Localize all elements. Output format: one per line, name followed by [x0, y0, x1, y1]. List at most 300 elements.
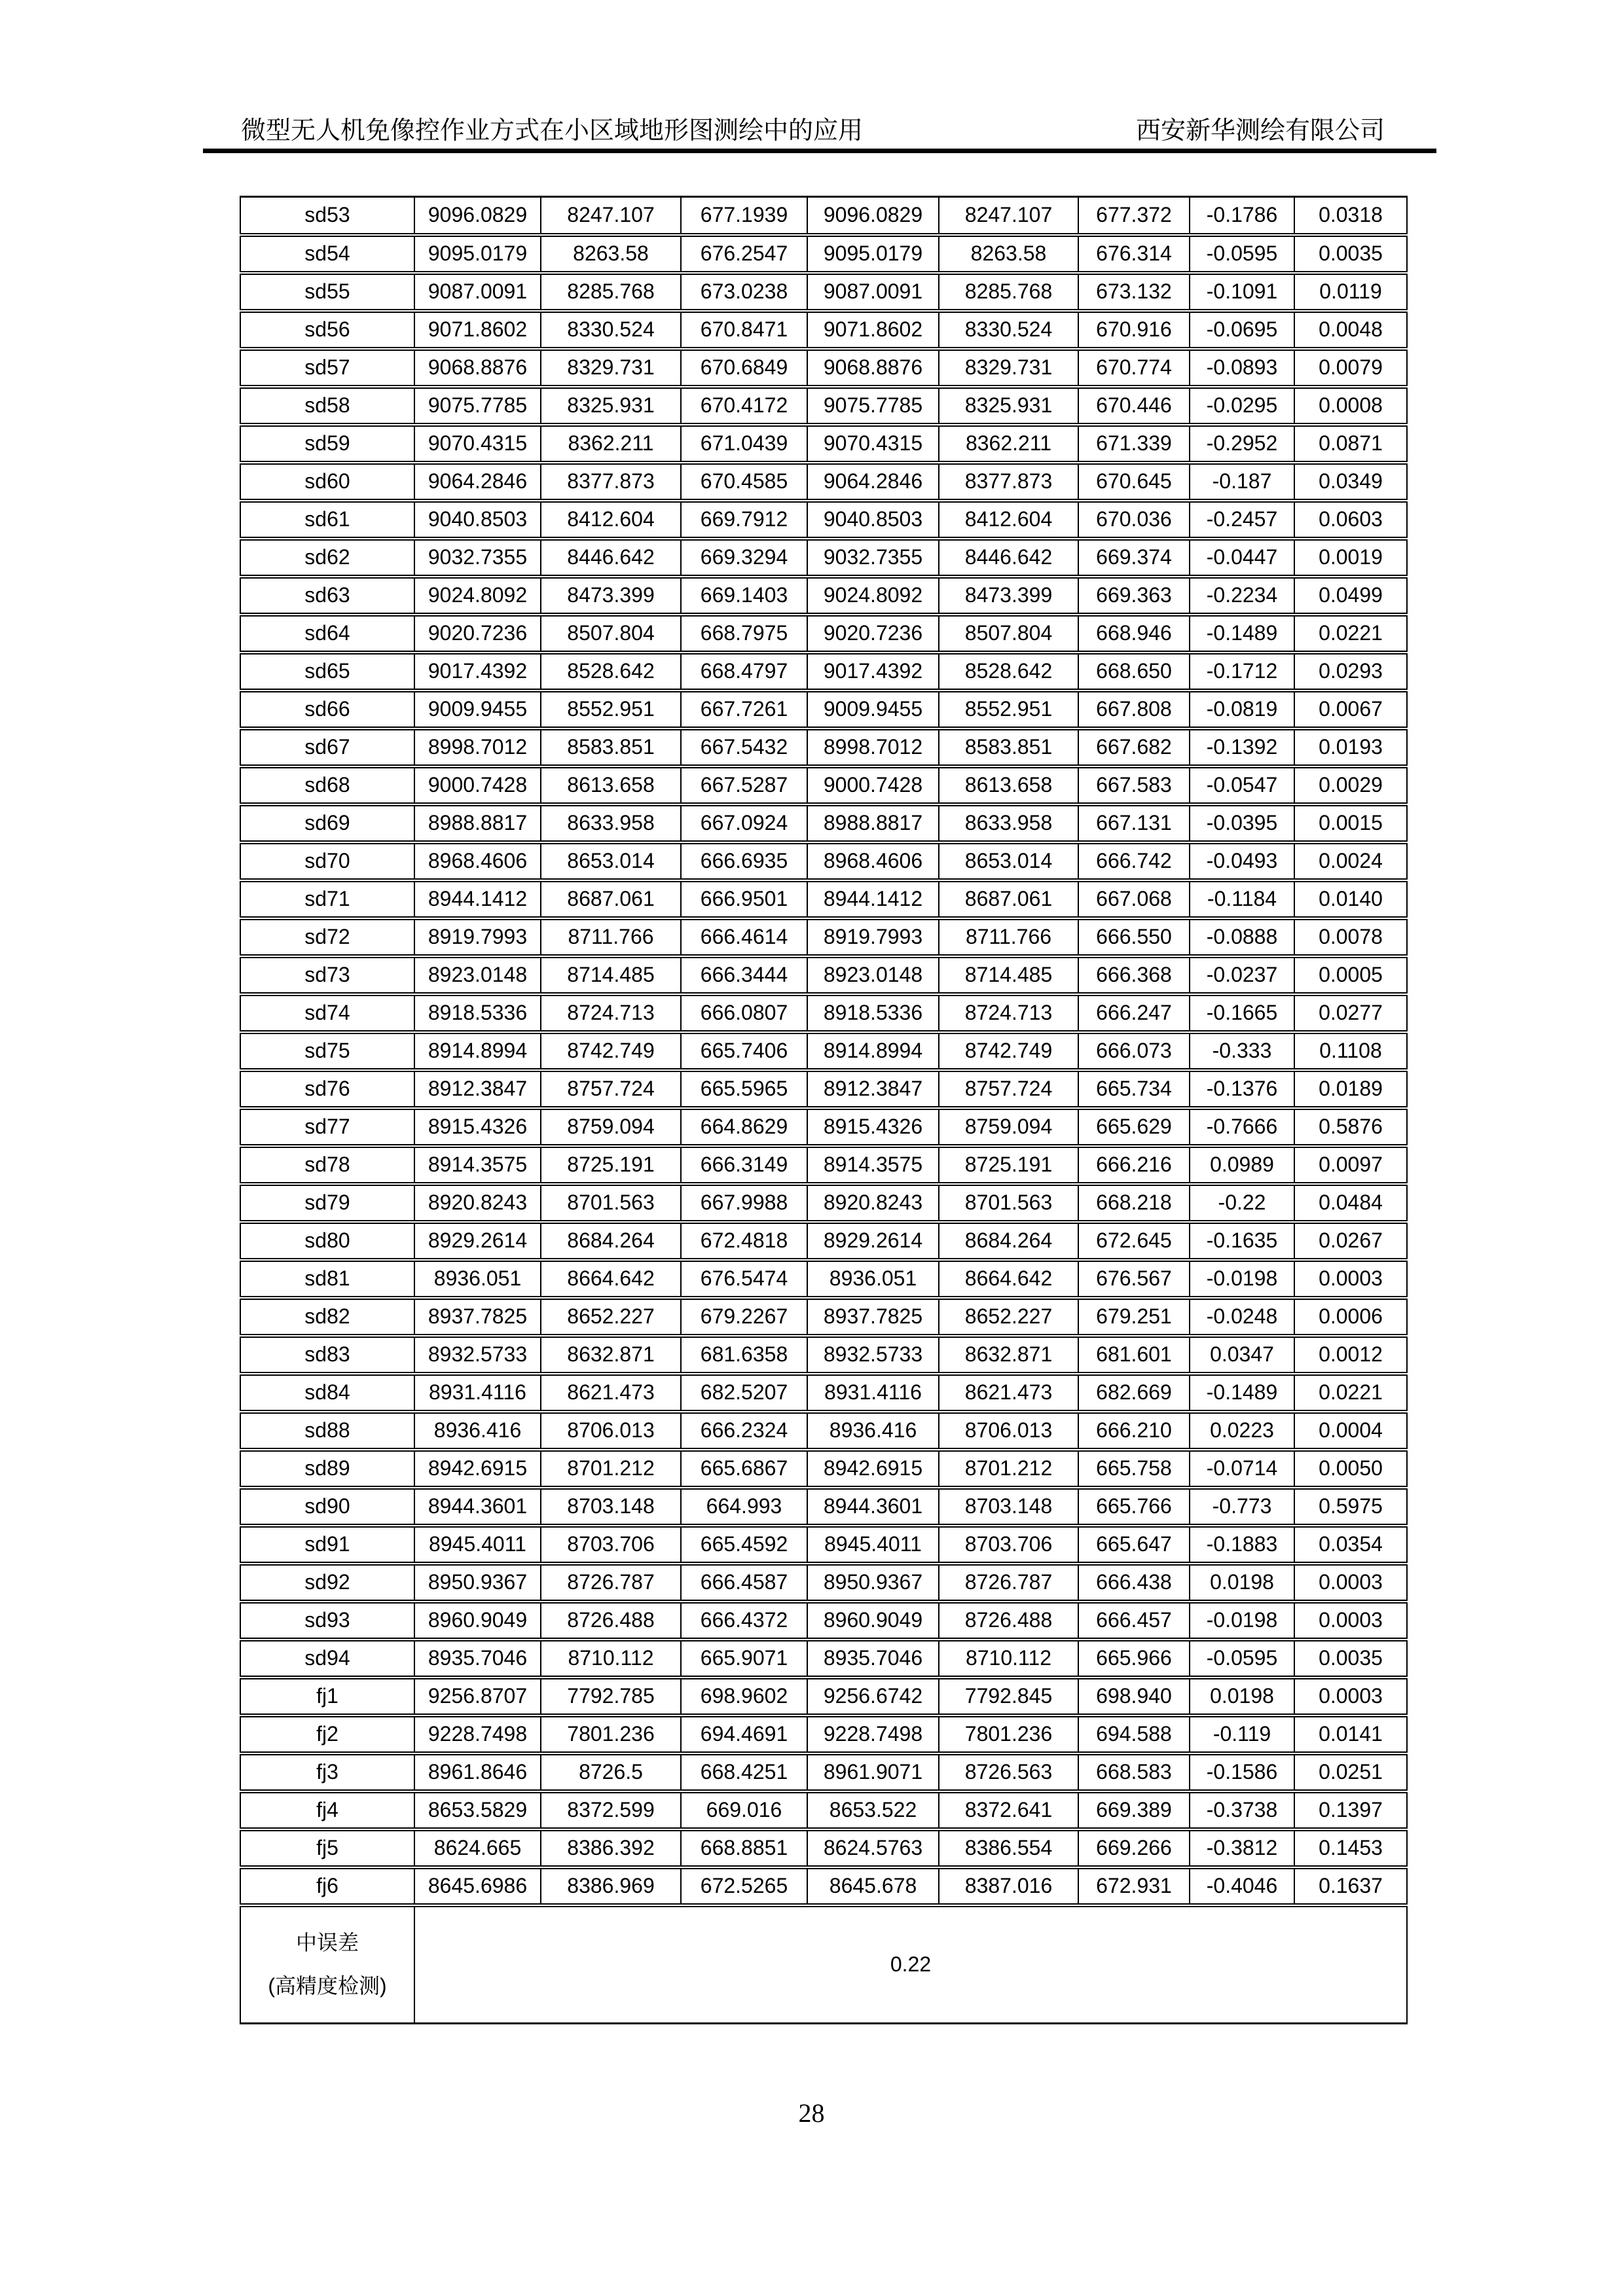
value-cell: -0.0893: [1190, 349, 1294, 387]
point-id-cell: sd78: [240, 1146, 414, 1184]
value-cell: 8633.958: [541, 804, 681, 842]
value-cell: 670.8471: [681, 311, 807, 349]
value-cell: 677.1939: [681, 197, 807, 235]
value-cell: 8247.107: [939, 197, 1078, 235]
value-cell: 0.0318: [1294, 197, 1407, 235]
point-id-cell: sd89: [240, 1450, 414, 1488]
value-cell: 8613.658: [939, 766, 1078, 804]
value-cell: 8726.488: [541, 1602, 681, 1640]
point-id-cell: sd66: [240, 691, 414, 728]
value-cell: 9000.7428: [807, 766, 939, 804]
value-cell: 8711.766: [939, 918, 1078, 956]
point-id-cell: sd56: [240, 311, 414, 349]
value-cell: 0.0004: [1294, 1412, 1407, 1450]
value-cell: 0.0603: [1294, 501, 1407, 539]
value-cell: 8915.4326: [807, 1108, 939, 1146]
value-cell: -0.0395: [1190, 804, 1294, 842]
value-cell: 8446.642: [541, 539, 681, 577]
value-cell: -0.187: [1190, 463, 1294, 501]
value-cell: 681.601: [1078, 1336, 1190, 1374]
value-cell: 8684.264: [541, 1222, 681, 1260]
value-cell: 0.0035: [1294, 235, 1407, 273]
value-cell: 0.0354: [1294, 1526, 1407, 1564]
value-cell: 7801.236: [541, 1715, 681, 1753]
table-row: [240, 804, 1407, 842]
value-cell: -0.1665: [1190, 994, 1294, 1032]
value-cell: 8918.5336: [807, 994, 939, 1032]
value-cell: 8687.061: [939, 880, 1078, 918]
value-cell: 8528.642: [541, 653, 681, 691]
value-cell: 8473.399: [541, 577, 681, 615]
point-id-cell: sd68: [240, 766, 414, 804]
point-id-cell: fj2: [240, 1715, 414, 1753]
value-cell: 672.4818: [681, 1222, 807, 1260]
value-cell: 8931.4116: [807, 1374, 939, 1412]
value-cell: 8362.211: [939, 425, 1078, 463]
value-cell: 8372.641: [939, 1791, 1078, 1829]
value-cell: 667.5287: [681, 766, 807, 804]
value-cell: -0.7666: [1190, 1108, 1294, 1146]
value-cell: 0.5975: [1294, 1488, 1407, 1526]
value-cell: -0.0595: [1190, 235, 1294, 273]
value-cell: 8936.416: [807, 1412, 939, 1450]
value-cell: 9032.7355: [807, 539, 939, 577]
point-id-cell: sd59: [240, 425, 414, 463]
point-id-cell: sd94: [240, 1640, 414, 1677]
value-cell: 9228.7498: [414, 1715, 541, 1753]
table-row: [240, 501, 1407, 539]
value-cell: 8263.58: [939, 235, 1078, 273]
value-cell: 8918.5336: [414, 994, 541, 1032]
value-cell: 669.016: [681, 1791, 807, 1829]
value-cell: 0.0079: [1294, 349, 1407, 387]
value-cell: 0.0221: [1294, 615, 1407, 653]
table-row: [240, 235, 1407, 273]
value-cell: 8247.107: [541, 197, 681, 235]
value-cell: 672.931: [1078, 1867, 1190, 1905]
point-id-cell: sd70: [240, 842, 414, 880]
value-cell: -0.0547: [1190, 766, 1294, 804]
value-cell: 7801.236: [939, 1715, 1078, 1753]
value-cell: 667.068: [1078, 880, 1190, 918]
value-cell: 0.0499: [1294, 577, 1407, 615]
value-cell: 8932.5733: [807, 1336, 939, 1374]
value-cell: 8387.016: [939, 1867, 1078, 1905]
value-cell: 671.0439: [681, 425, 807, 463]
value-cell: 0.1637: [1294, 1867, 1407, 1905]
value-cell: 8726.787: [939, 1564, 1078, 1602]
value-cell: 8950.9367: [807, 1564, 939, 1602]
value-cell: 8653.522: [807, 1791, 939, 1829]
value-cell: 666.742: [1078, 842, 1190, 880]
value-cell: 8960.9049: [414, 1602, 541, 1640]
value-cell: 8757.724: [939, 1070, 1078, 1108]
value-cell: 8653.014: [939, 842, 1078, 880]
value-cell: 665.734: [1078, 1070, 1190, 1108]
value-cell: 8742.749: [939, 1032, 1078, 1070]
value-cell: 0.0048: [1294, 311, 1407, 349]
value-cell: 9256.6742: [807, 1677, 939, 1715]
point-id-cell: sd72: [240, 918, 414, 956]
value-cell: 670.6849: [681, 349, 807, 387]
value-cell: 8915.4326: [414, 1108, 541, 1146]
value-cell: 671.339: [1078, 425, 1190, 463]
value-cell: 8701.563: [939, 1184, 1078, 1222]
value-cell: 8945.4011: [807, 1526, 939, 1564]
value-cell: 670.4585: [681, 463, 807, 501]
value-cell: 669.363: [1078, 577, 1190, 615]
value-cell: -0.1635: [1190, 1222, 1294, 1260]
value-cell: 8919.7993: [807, 918, 939, 956]
value-cell: 0.0484: [1294, 1184, 1407, 1222]
value-cell: 8386.392: [541, 1829, 681, 1867]
point-id-cell: sd90: [240, 1488, 414, 1526]
value-cell: 0.1108: [1294, 1032, 1407, 1070]
value-cell: 665.766: [1078, 1488, 1190, 1526]
value-cell: 698.940: [1078, 1677, 1190, 1715]
value-cell: 0.0198: [1190, 1564, 1294, 1602]
value-cell: -0.3738: [1190, 1791, 1294, 1829]
value-cell: 8372.599: [541, 1791, 681, 1829]
value-cell: 667.0924: [681, 804, 807, 842]
header-title: 微型无人机免像控作业方式在小区域地形图测绘中的应用: [241, 117, 864, 145]
point-id-cell: sd83: [240, 1336, 414, 1374]
value-cell: 666.216: [1078, 1146, 1190, 1184]
value-cell: 698.9602: [681, 1677, 807, 1715]
value-cell: 670.446: [1078, 387, 1190, 425]
value-cell: 8944.1412: [414, 880, 541, 918]
rmse-label-cell: [240, 1905, 414, 2024]
value-cell: 8931.4116: [414, 1374, 541, 1412]
value-cell: 9228.7498: [807, 1715, 939, 1753]
value-cell: 8914.8994: [414, 1032, 541, 1070]
point-id-cell: sd79: [240, 1184, 414, 1222]
value-cell: 8929.2614: [414, 1222, 541, 1260]
value-cell: -0.1489: [1190, 1374, 1294, 1412]
value-cell: 0.0223: [1190, 1412, 1294, 1450]
table-row: [240, 994, 1407, 1032]
point-id-cell: sd63: [240, 577, 414, 615]
value-cell: 8726.787: [541, 1564, 681, 1602]
value-cell: 8920.8243: [807, 1184, 939, 1222]
value-cell: 669.1403: [681, 577, 807, 615]
value-cell: -0.1184: [1190, 880, 1294, 918]
value-cell: 0.0097: [1294, 1146, 1407, 1184]
value-cell: 9071.8602: [807, 311, 939, 349]
value-cell: 8937.7825: [414, 1298, 541, 1336]
point-id-cell: sd54: [240, 235, 414, 273]
point-id-cell: sd91: [240, 1526, 414, 1564]
value-cell: 8473.399: [939, 577, 1078, 615]
point-id-cell: sd57: [240, 349, 414, 387]
value-cell: 666.0807: [681, 994, 807, 1032]
point-id-cell: sd80: [240, 1222, 414, 1260]
point-id-cell: fj3: [240, 1753, 414, 1791]
value-cell: 8552.951: [541, 691, 681, 728]
value-cell: 8386.969: [541, 1867, 681, 1905]
value-cell: 0.0008: [1294, 387, 1407, 425]
value-cell: -0.0493: [1190, 842, 1294, 880]
value-cell: 8329.731: [939, 349, 1078, 387]
value-cell: 665.758: [1078, 1450, 1190, 1488]
point-id-cell: sd76: [240, 1070, 414, 1108]
value-cell: 8624.5763: [807, 1829, 939, 1867]
value-cell: 8632.871: [939, 1336, 1078, 1374]
value-cell: 8935.7046: [807, 1640, 939, 1677]
table-row: [240, 425, 1407, 463]
header-company: 西安新华测绘有限公司: [1135, 117, 1385, 145]
value-cell: -0.0198: [1190, 1260, 1294, 1298]
value-cell: 8285.768: [541, 273, 681, 311]
value-cell: -0.1392: [1190, 728, 1294, 766]
rmse-label-line2: (高精度检测): [268, 1973, 387, 1998]
value-cell: 8988.8817: [414, 804, 541, 842]
value-cell: 0.0015: [1294, 804, 1407, 842]
value-cell: 8937.7825: [807, 1298, 939, 1336]
point-id-cell: sd81: [240, 1260, 414, 1298]
value-cell: 9087.0091: [414, 273, 541, 311]
value-cell: 667.5432: [681, 728, 807, 766]
value-cell: 676.5474: [681, 1260, 807, 1298]
value-cell: 9000.7428: [414, 766, 541, 804]
value-cell: 8664.642: [939, 1260, 1078, 1298]
value-cell: -0.0819: [1190, 691, 1294, 728]
value-cell: 0.0029: [1294, 766, 1407, 804]
value-cell: 665.9071: [681, 1640, 807, 1677]
value-cell: 8412.604: [541, 501, 681, 539]
survey-table: [240, 196, 1408, 2024]
value-cell: 8507.804: [939, 615, 1078, 653]
value-cell: 8725.191: [541, 1146, 681, 1184]
value-cell: 8624.665: [414, 1829, 541, 1867]
value-cell: 666.247: [1078, 994, 1190, 1032]
value-cell: -0.3812: [1190, 1829, 1294, 1867]
value-cell: 8621.473: [939, 1374, 1078, 1412]
value-cell: 8944.3601: [807, 1488, 939, 1526]
value-cell: 670.774: [1078, 349, 1190, 387]
table-row: [240, 1222, 1407, 1260]
value-cell: 8912.3847: [414, 1070, 541, 1108]
value-cell: 9017.4392: [414, 653, 541, 691]
value-cell: 667.808: [1078, 691, 1190, 728]
value-cell: 8632.871: [541, 1336, 681, 1374]
table-row: [240, 918, 1407, 956]
value-cell: 8684.264: [939, 1222, 1078, 1260]
value-cell: 8724.713: [939, 994, 1078, 1032]
value-cell: 0.0193: [1294, 728, 1407, 766]
value-cell: 8942.6915: [414, 1450, 541, 1488]
value-cell: -0.1586: [1190, 1753, 1294, 1791]
value-cell: 667.131: [1078, 804, 1190, 842]
survey-table-rows: [240, 197, 1407, 1905]
value-cell: 0.0140: [1294, 880, 1407, 918]
table-row: [240, 1374, 1407, 1412]
value-cell: 665.629: [1078, 1108, 1190, 1146]
value-cell: 8950.9367: [414, 1564, 541, 1602]
value-cell: 8703.706: [939, 1526, 1078, 1564]
value-cell: 667.682: [1078, 728, 1190, 766]
point-id-cell: fj5: [240, 1829, 414, 1867]
value-cell: 8701.563: [541, 1184, 681, 1222]
value-cell: 9068.8876: [807, 349, 939, 387]
table-row: [240, 1108, 1407, 1146]
value-cell: 0.0871: [1294, 425, 1407, 463]
value-cell: 8923.0148: [807, 956, 939, 994]
value-cell: 673.132: [1078, 273, 1190, 311]
point-id-cell: sd55: [240, 273, 414, 311]
value-cell: -0.0237: [1190, 956, 1294, 994]
value-cell: 8633.958: [939, 804, 1078, 842]
table-row: [240, 1298, 1407, 1336]
point-id-cell: sd61: [240, 501, 414, 539]
value-cell: 8377.873: [541, 463, 681, 501]
value-cell: 670.916: [1078, 311, 1190, 349]
point-id-cell: sd92: [240, 1564, 414, 1602]
table-row: [240, 691, 1407, 728]
value-cell: 8914.3575: [414, 1146, 541, 1184]
value-cell: 8412.604: [939, 501, 1078, 539]
value-cell: 668.946: [1078, 615, 1190, 653]
point-id-cell: sd53: [240, 197, 414, 235]
value-cell: 664.8629: [681, 1108, 807, 1146]
value-cell: 8935.7046: [414, 1640, 541, 1677]
value-cell: 9096.0829: [807, 197, 939, 235]
value-cell: -0.4046: [1190, 1867, 1294, 1905]
value-cell: 0.0035: [1294, 1640, 1407, 1677]
value-cell: 0.0277: [1294, 994, 1407, 1032]
value-cell: 669.7912: [681, 501, 807, 539]
table-row: [240, 1070, 1407, 1108]
value-cell: 694.4691: [681, 1715, 807, 1753]
value-cell: 0.0003: [1294, 1564, 1407, 1602]
value-cell: 9009.9455: [807, 691, 939, 728]
point-id-cell: sd62: [240, 539, 414, 577]
value-cell: 8944.1412: [807, 880, 939, 918]
value-cell: 676.314: [1078, 235, 1190, 273]
value-cell: 8507.804: [541, 615, 681, 653]
value-cell: 8914.8994: [807, 1032, 939, 1070]
table-row: [240, 1146, 1407, 1184]
point-id-cell: fj1: [240, 1677, 414, 1715]
value-cell: 665.966: [1078, 1640, 1190, 1677]
table-row: [240, 197, 1407, 235]
value-cell: 8329.731: [541, 349, 681, 387]
point-id-cell: sd73: [240, 956, 414, 994]
value-cell: 0.0006: [1294, 1298, 1407, 1336]
value-cell: 9075.7785: [414, 387, 541, 425]
value-cell: 9064.2846: [414, 463, 541, 501]
value-cell: 0.0003: [1294, 1260, 1407, 1298]
value-cell: -0.1883: [1190, 1526, 1294, 1564]
value-cell: 7792.845: [939, 1677, 1078, 1715]
table-row: [240, 842, 1407, 880]
value-cell: 8961.8646: [414, 1753, 541, 1791]
value-cell: 666.073: [1078, 1032, 1190, 1070]
value-cell: 669.389: [1078, 1791, 1190, 1829]
value-cell: 0.0198: [1190, 1677, 1294, 1715]
value-cell: 8652.227: [541, 1298, 681, 1336]
point-id-cell: sd64: [240, 615, 414, 653]
value-cell: 9071.8602: [414, 311, 541, 349]
value-cell: 666.4372: [681, 1602, 807, 1640]
value-cell: -0.0447: [1190, 539, 1294, 577]
point-id-cell: sd58: [240, 387, 414, 425]
value-cell: 8759.094: [939, 1108, 1078, 1146]
point-id-cell: sd84: [240, 1374, 414, 1412]
rmse-label-line1: 中误差: [295, 1931, 359, 1955]
value-cell: 664.993: [681, 1488, 807, 1526]
table-row: [240, 1032, 1407, 1070]
value-cell: 9032.7355: [414, 539, 541, 577]
value-cell: 8645.678: [807, 1867, 939, 1905]
value-cell: 666.9501: [681, 880, 807, 918]
value-cell: 0.0267: [1294, 1222, 1407, 1260]
value-cell: 666.457: [1078, 1602, 1190, 1640]
value-cell: 669.374: [1078, 539, 1190, 577]
value-cell: 7792.785: [541, 1677, 681, 1715]
table-row: [240, 1753, 1407, 1791]
point-id-cell: sd74: [240, 994, 414, 1032]
value-cell: 667.583: [1078, 766, 1190, 804]
value-cell: 8968.4606: [807, 842, 939, 880]
value-cell: 8944.3601: [414, 1488, 541, 1526]
value-cell: 8998.7012: [807, 728, 939, 766]
rmse-row: [240, 1905, 1407, 2024]
value-cell: 8998.7012: [414, 728, 541, 766]
value-cell: 8377.873: [939, 463, 1078, 501]
value-cell: 666.438: [1078, 1564, 1190, 1602]
value-cell: 8920.8243: [414, 1184, 541, 1222]
value-cell: 676.567: [1078, 1260, 1190, 1298]
value-cell: 8726.563: [939, 1753, 1078, 1791]
value-cell: 8714.485: [939, 956, 1078, 994]
value-cell: 666.3444: [681, 956, 807, 994]
value-cell: 8687.061: [541, 880, 681, 918]
point-id-cell: sd67: [240, 728, 414, 766]
value-cell: 0.0189: [1294, 1070, 1407, 1108]
value-cell: 8330.524: [541, 311, 681, 349]
table-row: [240, 577, 1407, 615]
value-cell: 670.4172: [681, 387, 807, 425]
value-cell: 679.2267: [681, 1298, 807, 1336]
value-cell: 0.0005: [1294, 956, 1407, 994]
table-row: [240, 1184, 1407, 1222]
value-cell: 665.4592: [681, 1526, 807, 1564]
table-row: [240, 1564, 1407, 1602]
value-cell: -0.2234: [1190, 577, 1294, 615]
value-cell: 670.036: [1078, 501, 1190, 539]
value-cell: 0.0050: [1294, 1450, 1407, 1488]
value-cell: 666.210: [1078, 1412, 1190, 1450]
value-cell: 669.266: [1078, 1829, 1190, 1867]
value-cell: 8724.713: [541, 994, 681, 1032]
point-id-cell: fj6: [240, 1867, 414, 1905]
table-row: [240, 1526, 1407, 1564]
value-cell: 8552.951: [939, 691, 1078, 728]
value-cell: 9095.0179: [807, 235, 939, 273]
value-cell: 8285.768: [939, 273, 1078, 311]
value-cell: 9075.7785: [807, 387, 939, 425]
value-cell: 8710.112: [541, 1640, 681, 1677]
value-cell: 8923.0148: [414, 956, 541, 994]
value-cell: 9256.8707: [414, 1677, 541, 1715]
value-cell: 8652.227: [939, 1298, 1078, 1336]
value-cell: 8701.212: [541, 1450, 681, 1488]
value-cell: 8726.488: [939, 1602, 1078, 1640]
value-cell: 677.372: [1078, 197, 1190, 235]
table-row: [240, 1602, 1407, 1640]
value-cell: 8583.851: [939, 728, 1078, 766]
